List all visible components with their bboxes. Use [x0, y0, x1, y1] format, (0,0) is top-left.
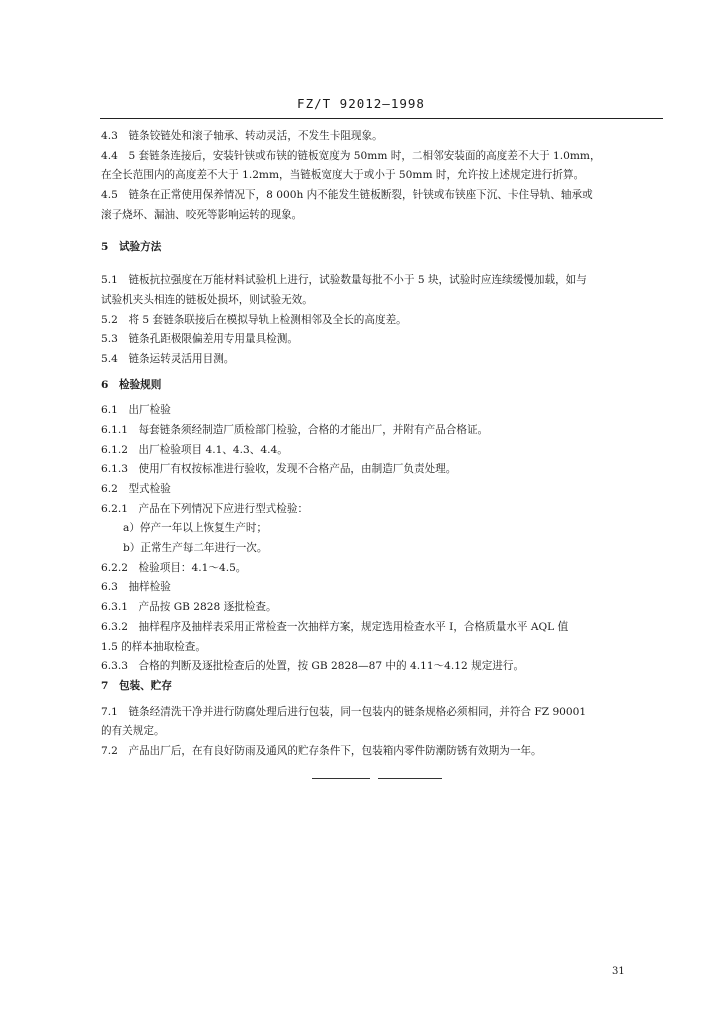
clause-6-1-2: 6.1.2 出厂检验项目 4.1、4.3、4.4。: [101, 443, 288, 456]
clause-4-4: 4.4 5 套链条连接后，安装针铗或布铗的链板宽度为 50mm 时，二相邻安装面的高度差不大于 1.0mm，: [101, 149, 601, 162]
clause-6-3-3: 6.3.3 合格的判断及逐批检查后的处置，按 GB 2828—87 中的 4.11～4.12 规定进行。: [101, 660, 525, 673]
section-7-heading: 7 包装、贮存: [101, 679, 172, 692]
clause-4-3: 4.3 链条铰链处和滚子轴承、转动灵活，不发生卡阻现象。: [101, 130, 383, 142]
document-body: [101, 127, 664, 762]
clause-6-2: 6.2 型式检验: [101, 483, 171, 495]
standard-number-header: FZ/T 92012—1998: [297, 96, 425, 111]
section-5-heading: 5 试验方法: [101, 241, 162, 254]
clause-7-1-cont: 的有关规定。: [101, 725, 165, 738]
list-item-a: a）停产一年以上恢复生产时；: [123, 522, 268, 535]
clause-6-3-2: 6.3.2 抽样程序及抽样表采用正常检查一次抽样方案，规定选用检查水平 Ⅰ，合格质量水平 AQL 值: [101, 620, 569, 633]
clause-4-5: 4.5 链条在正常使用保养情况下，8 000h 内不能发生链板断裂，针铗或布铗座下沉、卡住导轨、轴承或: [101, 189, 593, 202]
clause-6-2-2: 6.2.2 检验项目：4.1～4.5。: [101, 561, 247, 574]
clause-7-1: 7.1 链条经清洗干净并进行防腐处理后进行包装，同一包装内的链条规格必须相同，并符合 FZ 90001: [101, 705, 587, 718]
list-item-b: b）正常生产每二年进行一次。: [123, 542, 268, 555]
clause-5-4: 5.4 链条运转灵活用目测。: [101, 352, 235, 365]
clause-6-2-1: 6.2.1 产品在下列情况下应进行型式检验：: [101, 502, 309, 515]
clause-4-5-cont: 滚子烧坏、漏油、咬死等影响运转的现象。: [101, 208, 303, 221]
header-rule: [100, 118, 663, 119]
clause-5-2: 5.2 将 5 套链条联接后在模拟导轨上检测相邻及全长的高度差。: [101, 313, 407, 326]
clause-5-3: 5.3 链条孔距极限偏差用专用量具检测。: [101, 333, 298, 346]
clause-6-1: 6.1 出厂检验: [101, 404, 171, 417]
page-number: 31: [612, 966, 625, 977]
clause-6-1-3: 6.1.3 使用厂有权按标准进行验收，发现不合格产品，由制造厂负责处理。: [101, 463, 457, 476]
clause-5-1-cont: 试验机夹头相连的链板处损坏，则试验无效。: [101, 293, 313, 306]
clause-6-3-2-cont: 1.5 的样本抽取检查。: [101, 640, 206, 653]
clause-4-4-cont: 在全长范围内的高度差不大于 1.2mm，当链板宽度大于或小于 50mm 时，允许按上述规定进行折算。: [101, 169, 585, 182]
clause-7-2: 7.2 产品出厂后，在有良好防雨及通风的贮存条件下，包装箱内零件防潮防锈有效期为一年。: [101, 744, 542, 757]
clause-6-3: 6.3 抽样检验: [101, 581, 171, 594]
section-6-heading: 6 检验规则: [101, 378, 162, 391]
clause-6-1-1: 6.1.1 每套链条须经制造厂质检部门检验，合格的才能出厂，并附有产品合格证。: [101, 423, 489, 436]
clause-6-3-1: 6.3.1 产品按 GB 2828 逐批检查。: [101, 601, 277, 614]
clause-5-1: 5.1 链板抗拉强度在万能材料试验机上进行，试验数量每批不小于 5 块，试验时应连续缓慢加载，如与: [101, 274, 587, 287]
